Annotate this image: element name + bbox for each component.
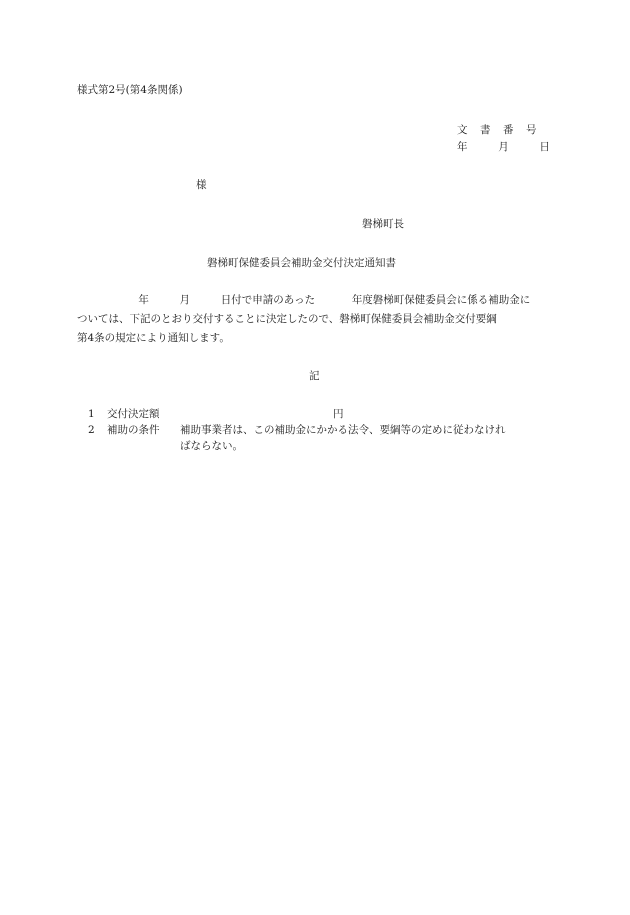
- document-title: 磐梯町保健委員会補助金交付決定通知書: [207, 257, 396, 269]
- date-month: 月: [498, 141, 509, 153]
- date-day: 日: [539, 141, 550, 153]
- body-day-text: 日付で申請のあった: [220, 294, 316, 306]
- body-year: 年: [138, 294, 149, 306]
- item-1-number: 1: [88, 408, 95, 420]
- date-line: [457, 141, 550, 154]
- body-line-1: [77, 294, 530, 307]
- form-number-label: 様式第2号(第4条関係): [77, 84, 183, 96]
- addressee-suffix: 様: [196, 179, 207, 191]
- body-line-3: 第4条の規定により通知します。: [77, 332, 230, 344]
- item-1-value: 円: [333, 408, 344, 420]
- item-2-number: 2: [88, 424, 95, 436]
- body-line-2: ついては、下記のとおり交付することに決定したので、磐梯町保健委員会補助金交付要綱: [77, 313, 497, 325]
- ki-heading: 記: [309, 370, 320, 382]
- issuer-name: 磐梯町長: [362, 218, 404, 230]
- item-2-value-line-1: 補助事業者は、この補助金にかかる法令、要綱等の定めに従わなけれ: [180, 424, 506, 436]
- item-2-label: 補助の条件: [107, 424, 160, 436]
- date-year: 年: [457, 141, 468, 153]
- item-1-label: 交付決定額: [107, 408, 160, 420]
- document-number-label: 文 書 番 号: [457, 124, 538, 136]
- item-2-value-line-2: ばならない。: [180, 440, 243, 452]
- body-fiscal-text: 年度磐梯町保健委員会に係る補助金に: [351, 294, 531, 306]
- body-month: 月: [179, 294, 191, 306]
